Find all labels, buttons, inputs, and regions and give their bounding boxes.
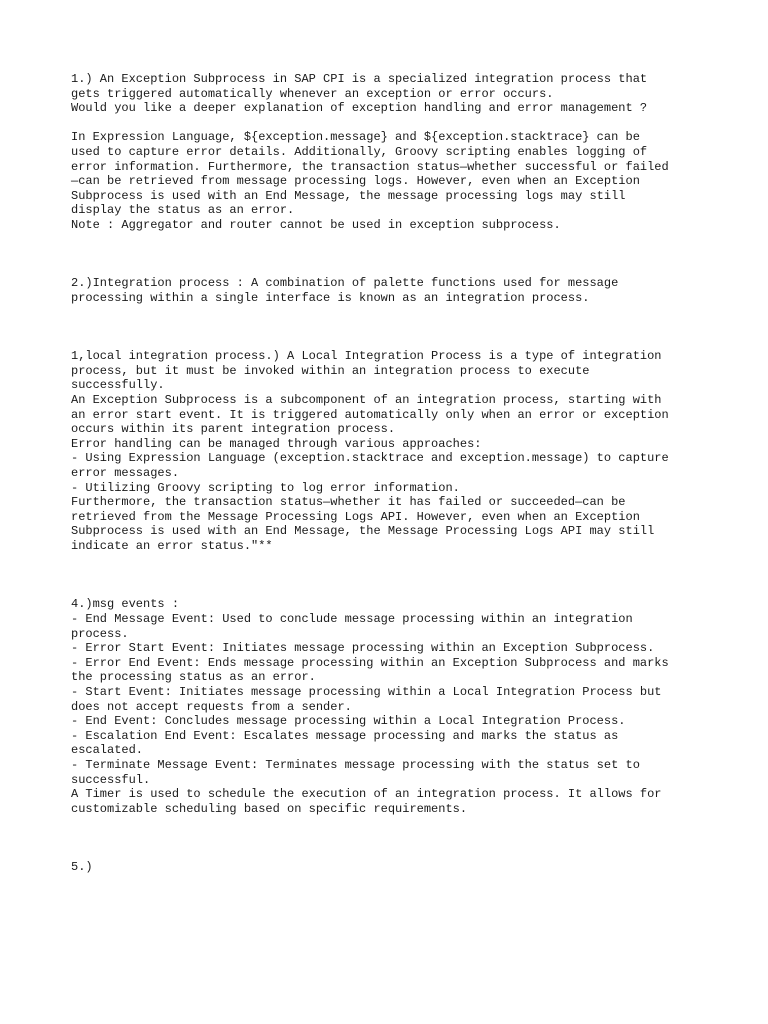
text-line: indicate an error status."** bbox=[71, 539, 273, 553]
text-line bbox=[71, 233, 711, 248]
text-line: error messages. bbox=[71, 466, 180, 481]
text-line: Subprocess is used with an End Message, the message processing logs may still bbox=[71, 188, 626, 203]
text-line bbox=[71, 262, 711, 277]
text-line: gets triggered automatically whenever an exception or error occurs. bbox=[71, 86, 554, 101]
text-line: the processing status as an error. bbox=[71, 670, 316, 685]
text-line bbox=[71, 831, 711, 846]
text-line: Furthermore, the transaction status—whether it has failed or succeeded—can be bbox=[71, 495, 626, 510]
text-line: occurs within its parent integration process. bbox=[71, 422, 396, 437]
text-line: an error start event. It is triggered automatically only when an error or exception bbox=[71, 407, 669, 422]
text-line: - End Event: Concludes message processing within a Local Integration Process. bbox=[71, 714, 626, 729]
text-line: An Exception Subprocess is a subcomponent of an integration process, starting with bbox=[71, 393, 662, 408]
text-line: Note : Aggregator and router cannot be used in exception subprocess. bbox=[71, 217, 561, 232]
text-line bbox=[71, 583, 711, 598]
document-body bbox=[71, 72, 711, 875]
text-line: - Using Expression Language (exception.stacktrace and exception.message) to capture bbox=[71, 451, 669, 466]
text-line: Would you like a deeper explanation of exception handling and error management ? bbox=[71, 101, 648, 116]
text-line bbox=[71, 247, 711, 262]
text-line bbox=[71, 306, 711, 321]
text-line: —can be retrieved from message processing logs. However, even when an Exception bbox=[71, 174, 640, 189]
text-line: 5.) bbox=[71, 860, 93, 875]
text-line: successful. bbox=[71, 772, 151, 787]
text-line: retrieved from the Message Processing Logs API. However, even when an Exception bbox=[71, 509, 640, 524]
text-line: In Expression Language, ${exception.message} and ${exception.stacktrace} can be bbox=[71, 130, 640, 145]
text-line bbox=[71, 845, 711, 860]
text-line: Subprocess is used with an End Message, the Message Processing Logs API may still bbox=[71, 524, 655, 539]
text-line: - Terminate Message Event: Terminates message processing with the status set to bbox=[71, 757, 640, 772]
text-line: - End Message Event: Used to conclude message processing within an integration bbox=[71, 611, 633, 626]
text-line: process, but it must be invoked within an integration process to execute bbox=[71, 363, 590, 378]
text-line: customizable scheduling based on specific requirements. bbox=[71, 801, 468, 816]
text-line: A Timer is used to schedule the execution of an integration process. It allows for bbox=[71, 787, 662, 802]
text-line: - Start Event: Initiates message processing within a Local Integration Process but bbox=[71, 684, 662, 699]
text-line: escalated. bbox=[71, 743, 144, 758]
text-line: processing within a single interface is known as an integration process. bbox=[71, 290, 590, 305]
text-line bbox=[71, 568, 711, 583]
text-line bbox=[71, 554, 711, 569]
text-line: does not accept requests from a sender. bbox=[71, 699, 352, 714]
text-line: 1.) An Exception Subprocess in SAP CPI is a specialized integration process that bbox=[71, 72, 648, 86]
text-line: display the status as an error. bbox=[71, 203, 295, 218]
text-line: error information. Furthermore, the transaction status—whether successful or failed bbox=[71, 159, 669, 174]
text-line: process. bbox=[71, 626, 129, 641]
text-line: 1,local integration process.) A Local Integration Process is a type of integration bbox=[71, 349, 662, 364]
text-line: successfully. bbox=[71, 378, 165, 393]
text-line: - Utilizing Groovy scripting to log error information. bbox=[71, 480, 460, 495]
text-line: - Error End Event: Ends message processing within an Exception Subprocess and marks bbox=[71, 655, 669, 670]
text-line: - Error Start Event: Initiates message processing within an Exception Subprocess. bbox=[71, 641, 655, 656]
text-line: 4.)msg events : bbox=[71, 597, 180, 612]
text-line: Error handling can be managed through various approaches: bbox=[71, 436, 482, 451]
text-line bbox=[71, 335, 711, 350]
text-line: used to capture error details. Additionally, Groovy scripting enables logging of bbox=[71, 144, 648, 159]
text-line: - Escalation End Event: Escalates message processing and marks the status as bbox=[71, 728, 619, 743]
text-line bbox=[71, 320, 711, 335]
text-line bbox=[71, 816, 711, 831]
text-line: 2.)Integration process : A combination of palette functions used for message bbox=[71, 276, 619, 291]
text-line bbox=[71, 116, 711, 131]
